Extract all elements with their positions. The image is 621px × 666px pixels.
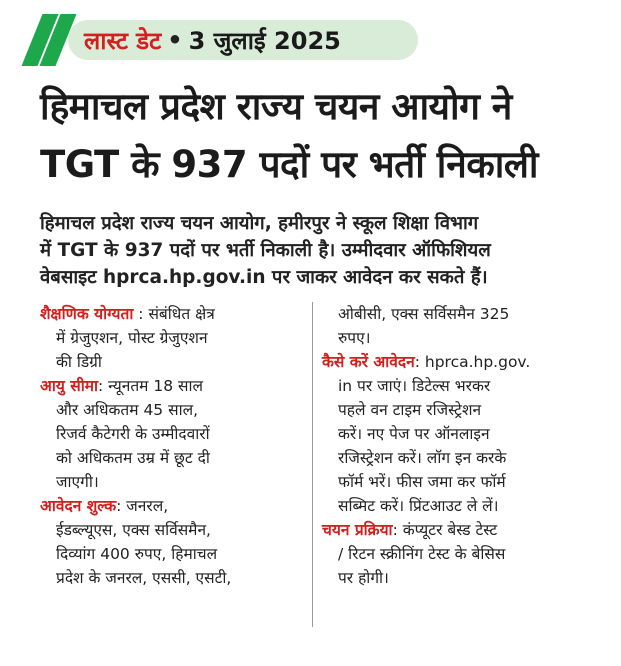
fee-line: ईडब्ल्यूएस, एक्स सर्विसमैन, — [56, 521, 211, 539]
selection-label: चयन प्रक्रिया — [322, 521, 393, 539]
apply-text: hprca.hp.gov. — [424, 353, 531, 371]
deadline-pill — [68, 20, 418, 60]
fee-label: आवेदन शुल्क — [40, 497, 117, 515]
apply-line: करें। नए पेज पर ऑनलाइन — [338, 425, 490, 443]
selection-section — [322, 518, 582, 542]
apply-line: पहले वन टाइम रजिस्ट्रेशन — [338, 401, 482, 419]
age-line: और अधिकतम 45 साल, — [56, 401, 199, 419]
intro-line: वेबसाइट hprca.hp.gov.in पर जाकर आवेदन कर सकते हैं। — [40, 267, 488, 288]
intro-paragraph — [40, 210, 600, 291]
age-text: न्यूनतम 18 साल — [108, 377, 204, 395]
last-date-label: लास्ट डेट — [84, 26, 162, 55]
left-column — [40, 302, 305, 590]
qualification-section — [40, 302, 305, 326]
qualification-line: की डिग्री — [56, 353, 102, 371]
age-line: को अधिकतम उम्र में छूट दी — [56, 449, 210, 467]
age-line: रिजर्व कैटेगरी के उम्मीदवारों — [56, 425, 210, 443]
apply-line: in पर जाएं। डिटेल्स भरकर — [338, 377, 491, 395]
apply-line: रजिस्ट्रेशन करें। लॉग इन करके — [338, 449, 507, 467]
apply-label: कैसे करें आवेदन — [322, 353, 415, 371]
fee-sep: : — [116, 497, 127, 515]
fee-section — [40, 494, 305, 518]
headline-line-2: TGT के 937 पदों पर भर्ती निकाली — [40, 143, 538, 186]
last-date-value: 3 जुलाई 2025 — [188, 26, 341, 55]
fee-line: प्रदेश के जनरल, एससी, एसटी, — [56, 569, 232, 587]
qualification-label: शैक्षणिक योग्यता — [40, 305, 134, 323]
qualification-line: में ग्रेजुएशन, पोस्ट ग्रेजुएशन — [56, 329, 208, 347]
right-column — [322, 302, 582, 590]
selection-line: पर होगी। — [338, 569, 389, 587]
selection-text: कंप्यूटर बेस्ड टेस्ट — [402, 521, 498, 539]
age-line: जाएगी। — [56, 473, 99, 491]
fee-text: जनरल, — [126, 497, 169, 515]
apply-section — [322, 350, 582, 374]
page-title — [40, 78, 600, 194]
deadline-banner — [28, 14, 448, 66]
intro-line: में TGT के 937 पदों पर भर्ती निकाली है। उम्मीदवार ऑफिशियल — [40, 240, 491, 261]
age-sep: : — [98, 377, 109, 395]
selection-sep: : — [392, 521, 403, 539]
fee-continued-line: ओबीसी, एक्स सर्विसमैन 325 — [338, 305, 510, 323]
qualification-text: संबंधित क्षेत्र — [148, 305, 215, 323]
column-divider — [312, 302, 313, 627]
apply-line: फॉर्म भरें। फीस जमा कर फॉर्म — [338, 473, 506, 491]
age-label: आयु सीमा — [40, 377, 99, 395]
apply-line: सब्मिट करें। प्रिंटआउट ले लें। — [338, 497, 499, 515]
banner-separator: • — [167, 26, 183, 54]
fee-line: दिव्यांग 400 रुपए, हिमाचल — [56, 545, 218, 563]
age-section — [40, 374, 305, 398]
fee-continued-line: रुपए। — [338, 329, 371, 347]
qualification-sep: : — [133, 305, 149, 323]
headline-line-1: हिमाचल प्रदेश राज्य चयन आयोग ने — [40, 85, 512, 128]
selection-line: / रिटन स्क्रीनिंग टेस्ट के बेसिस — [338, 545, 506, 563]
intro-line: हिमाचल प्रदेश राज्य चयन आयोग, हमीरपुर ने स्कूल शिक्षा विभाग — [40, 213, 479, 234]
apply-sep: : — [414, 353, 425, 371]
